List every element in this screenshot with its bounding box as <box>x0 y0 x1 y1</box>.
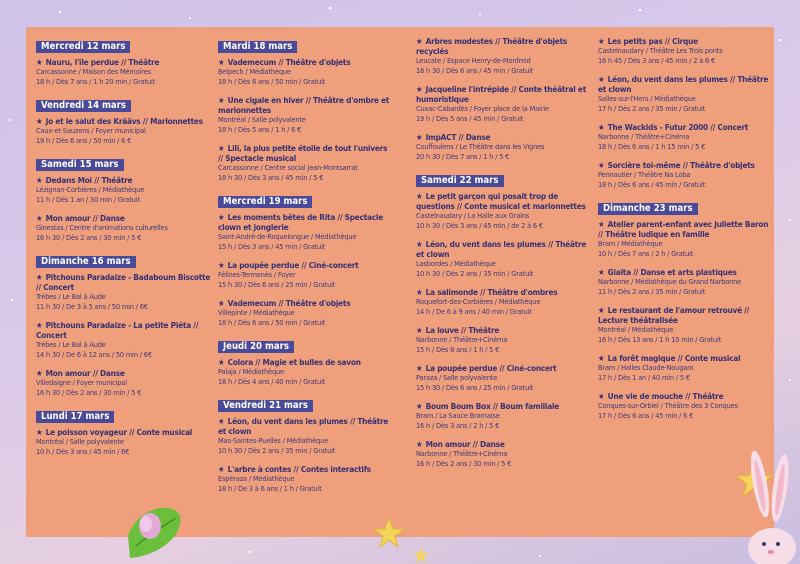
event-info: 17 h / Dès 1 an / 40 min / 5 € <box>598 373 690 382</box>
star-icon: ★ <box>416 363 423 373</box>
event-title: ★ Mon amour // Danse <box>416 439 505 449</box>
day-heading: Jeudi 20 mars <box>218 341 294 353</box>
event-place: Narbonne / Théâtre+Cinéma <box>416 335 508 344</box>
event-place: Castelnaudary / Théâtre Les Trois ponts <box>598 46 723 55</box>
day-heading: Samedi 15 mars <box>36 159 124 171</box>
day-block <box>416 36 592 162</box>
event-info: 18 h 30 / Dès 3 ans / 45 min / 5 € <box>218 173 324 182</box>
schedule-column-4 <box>598 36 774 429</box>
star-icon: ★ <box>36 427 43 437</box>
event-item <box>36 320 212 360</box>
event-title: ★ Vademecum // Théâtre d'objets <box>218 298 351 308</box>
event-item <box>598 122 774 152</box>
event-info: 19 h / Dès 6 ans / 50 min / 6 € <box>36 136 132 145</box>
star-icon: ★ <box>218 57 225 67</box>
event-info: 10 h / Dès 7 ans / 2 h / Gratuit <box>598 249 694 258</box>
event-item <box>598 219 774 259</box>
event-item <box>598 36 774 66</box>
star-icon: ★ <box>598 74 605 84</box>
event-info: 11 h 30 / De 3 à 5 ans / 50 min / 6€ <box>36 302 148 311</box>
star-icon: ★ <box>218 143 225 153</box>
event-title: ★ Pitchouns Paradaize - Badaboum Biscotte // Concert <box>36 272 211 292</box>
event-place: Narbonne / Médiathèque du Grand Narbonne <box>598 277 742 286</box>
schedule-column-2 <box>218 36 394 502</box>
event-info: 11 h / Dès 1 an / 30 min / Gratuit <box>36 195 140 204</box>
star-icon: ★ <box>598 160 605 170</box>
event-place: Villedaigne / Foyer municipal <box>36 378 127 387</box>
event-item <box>218 416 394 456</box>
event-place: Trèbes / Le Bal à Aude <box>36 292 106 301</box>
event-item <box>598 305 774 345</box>
event-info: 18 h / Dès 7 ans / 1 h 20 min / Gratuit <box>36 77 156 86</box>
event-item <box>416 287 592 317</box>
star-icon: ★ <box>416 325 423 335</box>
event-title: ★ Colora // Magie et bulles de savon <box>218 357 361 367</box>
event-info: 10 h 30 / Dès 2 ans / 35 min / Gratuit <box>416 269 534 278</box>
star-icon: ★ <box>598 305 605 315</box>
star-icon: ★ <box>598 36 605 46</box>
event-item <box>218 212 394 252</box>
event-item <box>218 57 394 87</box>
day-heading: Dimanche 16 mars <box>36 256 136 268</box>
event-item <box>36 368 212 398</box>
event-title: ★ Jo et le salut des Kräävs // Marionnettes <box>36 116 203 126</box>
event-info: 18 h 30 / Dès 6 ans / 45 min / Gratuit <box>416 66 534 75</box>
star-icon: ★ <box>218 298 225 308</box>
event-place: Salles-sur-l'Hers / Médiathèque <box>598 94 696 103</box>
star-icon: ★ <box>416 287 423 297</box>
event-title: ★ Boum Boum Box // Boum familiale <box>416 401 560 411</box>
event-item <box>36 116 212 146</box>
star-icon: ★ <box>598 353 605 363</box>
event-place: Bram / Halles Claude-Nougaro <box>598 363 694 372</box>
event-place: Palaja / Médiathèque <box>218 367 284 376</box>
day-block <box>598 36 774 190</box>
event-place: Lasbordes / Médiathèque <box>416 259 496 268</box>
day-heading: Mercredi 12 mars <box>36 41 130 53</box>
event-place: Belpech / Médiathèque <box>218 67 291 76</box>
event-info: 10 h 30 / Dès 2 ans / 35 min / Gratuit <box>218 446 336 455</box>
event-info: 18 h / Dès 4 ans / 40 min / Gratuit <box>218 377 326 386</box>
event-title: ★ Lili, la plus petite étoile de tout l'univers // Spectacle musical <box>218 143 388 163</box>
event-info: 10 h 30 / Dès 3 ans / 45 min / de 2 à 6 € <box>416 221 543 230</box>
event-title: ★ Léon, du vent dans les plumes // Théâtre et clown <box>416 239 587 259</box>
event-info: 18 h / Dès 6 ans / 45 min / Gratuit <box>598 180 706 189</box>
event-place: Trèbes / Le Bal à Aude <box>36 340 106 349</box>
event-info: 15 h 30 / Dès 6 ans / 25 min / Gratuit <box>218 280 336 289</box>
day-block <box>598 198 774 421</box>
event-info: 16 h / Dès 2 ans / 30 min / 5 € <box>416 459 512 468</box>
event-title: ★ Pitchouns Paradaize - La petite Piéta // Concert <box>36 320 199 340</box>
event-item <box>598 160 774 190</box>
star-icon: ★ <box>598 391 605 401</box>
star-icon: ★ <box>416 239 423 249</box>
event-title: ★ Mon amour // Danse <box>36 213 125 223</box>
event-item <box>36 213 212 243</box>
star-icon: ★ <box>416 132 423 142</box>
event-info: 16 h 30 / Dès 2 ans / 30 min / 5 € <box>36 233 142 242</box>
event-place: Caux-et-Sauzens / Foyer municipal <box>36 126 146 135</box>
event-item <box>218 464 394 494</box>
event-info: 18 h / Dès 6 ans / 1 h 15 min / 5 € <box>598 142 706 151</box>
event-place: Villepinte / Médiathèque <box>218 308 295 317</box>
event-info: 18 h / Dès 6 ans / 50 min / Gratuit <box>218 318 326 327</box>
event-info: 16 h 30 / Dès 2 ans / 30 min / 5 € <box>36 388 142 397</box>
event-item <box>416 439 592 469</box>
event-place: Montréal / Salle polyvalente <box>36 437 124 446</box>
star-icon: ★ <box>36 116 43 126</box>
day-block <box>36 154 212 243</box>
event-info: 14 h / De 6 à 9 ans / 40 min / Gratuit <box>416 307 532 316</box>
star-icon: ★ <box>218 464 225 474</box>
star-icon: ★ <box>598 219 605 229</box>
event-item <box>416 363 592 393</box>
event-item <box>416 191 592 231</box>
event-info: 16 h 45 / Dès 3 ans / 45 min / 2 à 6 € <box>598 56 716 65</box>
event-title: ★ Les petits pas // Cirque <box>598 36 698 46</box>
event-place: Bram / La Sauce Bramaise <box>416 411 500 420</box>
event-place: Paraza / Salle polyvalente <box>416 373 498 382</box>
event-item <box>218 143 394 183</box>
event-title: ★ Atelier parent-enfant avec Juliette Baron // Théâtre ludique en famille <box>598 219 769 239</box>
event-item <box>218 357 394 387</box>
day-block <box>416 170 592 469</box>
star-icon: ★ <box>598 267 605 277</box>
day-heading: Vendredi 14 mars <box>36 100 131 112</box>
day-block <box>218 395 394 494</box>
event-item <box>598 267 774 297</box>
event-title: ★ Léon, du vent dans les plumes // Théâtre et clown <box>598 74 769 94</box>
event-place: Pennautier / Théâtre Na Loba <box>598 170 691 179</box>
event-title: ★ Nauru, l'île perdue // Théâtre <box>36 57 160 67</box>
event-place: Bram / Médiathèque <box>598 239 663 248</box>
event-item <box>416 132 592 162</box>
day-heading: Mardi 18 mars <box>218 41 297 53</box>
event-info: 18 h / Dès 5 ans / 1 h / 6 € <box>218 125 302 134</box>
star-icon: ★ <box>36 175 43 185</box>
event-info: 11 h / Dès 2 ans / 35 min / Gratuit <box>598 287 706 296</box>
event-title: ★ L'arbre à contes // Contes interactifs <box>218 464 371 474</box>
event-item <box>36 57 212 87</box>
event-info: 15 h / Dès 3 ans / 45 min / Gratuit <box>218 242 326 251</box>
event-title: ★ Jacqueline l'intrépide // Conte théâtral et humoristique <box>416 84 587 104</box>
event-place: Montréal / Médiathèque <box>598 325 674 334</box>
event-item <box>36 427 212 457</box>
event-place: Castelnaudary / La Halle aux Grains <box>416 211 530 220</box>
day-block <box>218 36 394 183</box>
star-icon: ★ <box>218 212 225 222</box>
event-item <box>416 325 592 355</box>
rabbit-illustration <box>744 444 800 564</box>
star-icon: ★ <box>36 368 43 378</box>
event-place: Carcassonne / Maison des Mémoires <box>36 67 151 76</box>
event-info: 15 h / Dès 8 ans / 1 h / 5 € <box>416 345 500 354</box>
event-title: ★ Les moments bêtes de Rita // Spectacle clown et jonglerie <box>218 212 383 232</box>
day-block <box>36 95 212 146</box>
event-title: ★ Giaïta // Danse et arts plastiques <box>598 267 737 277</box>
event-item <box>598 353 774 383</box>
event-info: 16 h / Dès 13 ans / 1 h 10 min / Gratuit <box>598 335 722 344</box>
leaf-flower-illustration <box>118 496 184 564</box>
event-title: ★ Léon, du vent dans les plumes // Théâtre et clown <box>218 416 389 436</box>
event-place: Leucate / Espace Henry-de-Monfreid <box>416 56 531 65</box>
day-heading: Samedi 22 mars <box>416 175 504 187</box>
event-title: ★ La poupée perdue // Ciné-concert <box>416 363 557 373</box>
event-place: Ginestas / Centre d'animations culturelles <box>36 223 168 232</box>
event-title: ★ Le poisson voyageur // Conte musical <box>36 427 193 437</box>
event-title: ★ Une cigale en hiver // Théâtre d'ombre et marionnettes <box>218 95 390 115</box>
day-heading: Mercredi 19 mars <box>218 196 312 208</box>
event-info: 16 h / Dès 3 ans / 2 h / 5 € <box>416 421 500 430</box>
star-icon: ★ <box>416 191 423 201</box>
event-title: ★ La salimonde // Théâtre d'ombres <box>416 287 558 297</box>
star-icon: ★ <box>218 416 225 426</box>
schedule-column-1 <box>36 36 212 465</box>
event-place: Roquefort-des-Corbières / Médiathèque <box>416 297 541 306</box>
star-icon: ★ <box>36 272 43 282</box>
event-title: ★ The Wackids - Futur 2000 // Concert <box>598 122 749 132</box>
star-icon: ★ <box>36 57 43 67</box>
event-place: Conques-sur-Orbiel / Théâtre des 3 Conques <box>598 401 738 410</box>
star-icon: ★ <box>218 357 225 367</box>
day-block <box>218 191 394 328</box>
event-item <box>416 401 592 431</box>
event-info: 15 h 30 / Dès 6 ans / 25 min / Gratuit <box>416 383 534 392</box>
event-place: Montréal / Salle polyvalente <box>218 115 306 124</box>
day-heading: Vendredi 21 mars <box>218 400 313 412</box>
event-item <box>416 239 592 279</box>
event-title: ★ Une vie de mouche // Théâtre <box>598 391 724 401</box>
star-icon: ★ <box>416 439 423 449</box>
star-icon: ★ <box>36 213 43 223</box>
event-info: 14 h 30 / De 6 à 12 ans / 50 min / 6€ <box>36 350 152 359</box>
event-title: ★ ImpACT // Danse <box>416 132 491 142</box>
event-title: ★ Vademecum // Théâtre d'objets <box>218 57 351 67</box>
event-info: 18 h / Dès 6 ans / 50 min / Gratuit <box>218 77 326 86</box>
star-icon: ★ <box>416 84 423 94</box>
event-place: Mas-Saintes-Puelles / Médiathèque <box>218 436 329 445</box>
event-info: 20 h 30 / Dès 7 ans / 1 h / 5 € <box>416 152 510 161</box>
event-info: 10 h / Dès 3 ans / 45 min / 6€ <box>36 447 130 456</box>
event-info: 18 h / De 3 à 6 ans / 1 h / Gratuit <box>218 484 322 493</box>
day-block <box>218 336 394 387</box>
event-title: ★ La poupée perdue // Ciné-concert <box>218 260 359 270</box>
event-place: Narbonne / Théâtre+Cinéma <box>598 132 690 141</box>
event-item <box>416 36 592 76</box>
schedule-column-3 <box>416 36 592 477</box>
star-icon: ★ <box>218 260 225 270</box>
event-item <box>218 298 394 328</box>
day-heading: Dimanche 23 mars <box>598 203 698 215</box>
star-icon: ★ <box>416 401 423 411</box>
event-place: Carcassonne / Centre social Jean-Montsarrat <box>218 163 358 172</box>
event-info: 17 h / Dès 2 ans / 35 min / Gratuit <box>598 104 706 113</box>
event-item <box>36 175 212 205</box>
event-place: Félines-Termenès / Foyer <box>218 270 296 279</box>
star-icon: ★ <box>416 36 423 46</box>
event-item <box>218 95 394 135</box>
event-place: Narbonne / Théâtre+Cinéma <box>416 449 508 458</box>
event-title: ★ Dedans Moi // Théâtre <box>36 175 133 185</box>
event-place: Saint-André-de-Roquelongue / Médiathèque <box>218 232 357 241</box>
event-info: 19 h / Dès 5 ans / 45 min / Gratuit <box>416 114 524 123</box>
event-item <box>218 260 394 290</box>
event-title: ★ Le restaurant de l'amour retrouvé // Lecture théâtralisée <box>598 305 750 325</box>
star-decoration-icon <box>412 546 430 564</box>
event-title: ★ Le petit garçon qui posait trop de questions // Conte musical et marionnettes <box>416 191 586 211</box>
event-item <box>598 391 774 421</box>
day-block <box>36 406 212 457</box>
day-block <box>36 251 212 398</box>
event-info: 17 h / Dès 6 ans / 45 min / 6 € <box>598 411 694 420</box>
star-icon: ★ <box>598 122 605 132</box>
event-place: Espéraza / Médiathèque <box>218 474 295 483</box>
star-decoration-icon <box>372 516 406 550</box>
event-place: Lézignan-Corbières / Médiathèque <box>36 185 145 194</box>
star-icon: ★ <box>36 320 43 330</box>
event-title: ★ Arbres modestes // Théâtre d'objets recyclés <box>416 36 568 56</box>
event-place: Cuxac-Cabardès / Foyer place de la Mairie <box>416 104 549 113</box>
event-item <box>36 272 212 312</box>
day-heading: Lundi 17 mars <box>36 411 114 423</box>
event-title: ★ Mon amour // Danse <box>36 368 125 378</box>
event-title: ★ La louve // Théâtre <box>416 325 500 335</box>
event-place: Couffoulens / Le Théâtre dans les Vignes <box>416 142 545 151</box>
event-item <box>598 74 774 114</box>
event-title: ★ Sorcière toi-même // Théâtre d'objets <box>598 160 755 170</box>
star-icon: ★ <box>218 95 225 105</box>
day-block <box>36 36 212 87</box>
event-item <box>416 84 592 124</box>
event-title: ★ La forêt magique // Conte musical <box>598 353 741 363</box>
